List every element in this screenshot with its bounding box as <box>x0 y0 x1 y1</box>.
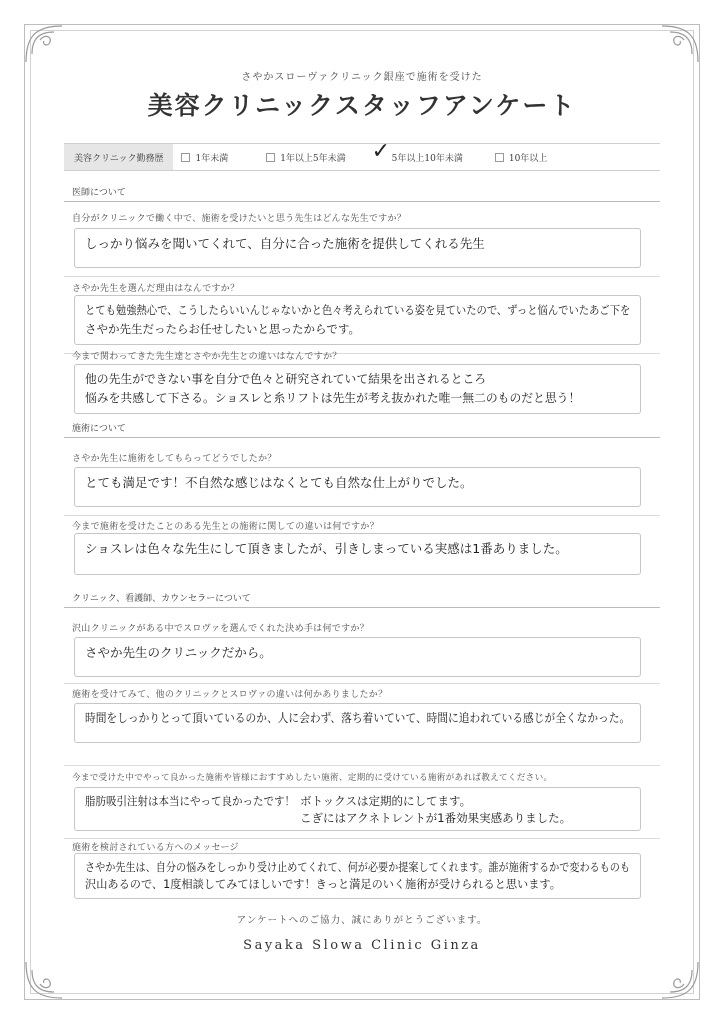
option-label: 1年未満 <box>195 153 229 164</box>
question-4: さやか先生に施術をしてもらってどうでしたか？ <box>72 454 277 464</box>
answer-line: さやか先生は、自分の悩みをしっかり受け止めてくれて、何が必要か提案してくれます。誰が施術するかで変わるものも <box>85 861 631 874</box>
section-clinic: クリニック、看護師、カウンセラーについて <box>64 590 660 608</box>
answer-line: さやか先生のクリニックだから。 <box>85 645 272 660</box>
answer-line: 沢山あるので、1度相談してみてほしいです！きっと満足のいく施術が受けられると思います。 <box>85 878 561 891</box>
section-doctor: 医師について <box>64 184 660 202</box>
answer-8 <box>74 787 641 831</box>
thanks-message: アンケートへのご協力、誠にありがとうございます。 <box>236 915 488 926</box>
divider <box>64 515 660 516</box>
answer-8-right <box>300 793 630 827</box>
answer-line: とても満足です！不自然な感じはなくとても自然な仕上がりでした。 <box>85 475 473 490</box>
question-8: 今まで受けた中でやって良かった施術や皆様におすすめしたい施術、定期的に受けている施術があれば教えてください。 <box>72 773 553 783</box>
answer-3 <box>74 364 641 414</box>
flourish-bottom-right-icon <box>656 956 702 1002</box>
divider <box>64 683 660 684</box>
answer-line: こぎにはアクネトレントが1番効果実感ありました。 <box>300 811 572 825</box>
check-mark-icon: ✓ <box>371 138 391 164</box>
experience-option-1[interactable] <box>181 151 228 164</box>
question-5: 今まで施術を受けたことのある先生との施術に関しての違いは何ですか？ <box>72 522 379 532</box>
answer-line: さやか先生だったらお任せしたいと思ったからです。 <box>85 322 360 336</box>
answer-line: しっかり悩みを聞いてくれて、自分に合った施術を提供してくれる先生 <box>85 236 485 251</box>
divider <box>64 838 660 839</box>
experience-option-4[interactable] <box>495 151 547 164</box>
question-9: 施術を検討されている方へのメッセージ <box>72 843 239 853</box>
answer-line: とても勉強熱心で、こうしたらいいんじゃないかと色々考えられている姿を見ていたので、ずっと悩んでいたあご下を <box>85 303 631 317</box>
subtitle: さやかスローヴァクリニック銀座で施術を受けた <box>241 72 483 83</box>
answer-2 <box>74 295 641 345</box>
answer-line: ボトックスは定期的にしてます。 <box>300 794 472 808</box>
answer-line: ショスレは色々な先生にして頂きましたが、引きしまっている実感は1番ありました。 <box>85 541 568 556</box>
option-label: 1年以上5年未満 <box>280 153 346 164</box>
answer-4 <box>74 467 641 507</box>
question-2: さやか先生を選んだ理由はなんですか？ <box>72 284 240 294</box>
checkbox-icon[interactable] <box>266 153 275 162</box>
answer-7 <box>74 703 641 743</box>
question-3: 今まで関わってきた先生達とさやか先生との違いはなんですか？ <box>72 352 342 362</box>
flourish-top-left-icon <box>22 22 68 68</box>
checkbox-icon[interactable] <box>181 153 190 162</box>
answer-line: 悩みを共感して下さる。ショスレと糸リフトは先生が考え抜かれた唯一無二のものだと思う！ <box>85 391 581 405</box>
answer-9 <box>74 853 641 899</box>
answer-line: 時間をしっかりとって頂いているのか、人に会わず、落ち着いていて、時間に追われている感じが全くなかった。 <box>85 711 631 725</box>
divider <box>64 276 660 277</box>
experience-option-3[interactable] <box>371 138 463 164</box>
experience-label: 美容クリニック勤務歴 <box>64 144 173 170</box>
question-7: 施術を受けてみて、他のクリニックとスロヴァの違いは何かありましたか？ <box>72 690 388 700</box>
question-1: 自分がクリニックで働く中で、施術を受けたいと思う先生はどんな先生ですか？ <box>72 214 407 224</box>
answer-line: 脂肪吸引注射は本当にやって良かったです！ <box>85 794 295 808</box>
checkbox-icon[interactable] <box>495 153 504 162</box>
section-treatment: 施術について <box>64 420 660 438</box>
answer-8-split <box>85 793 630 827</box>
experience-row <box>64 138 660 171</box>
answer-line: 他の先生ができない事を自分で色々と研究されていて結果を出されるところ <box>85 372 487 386</box>
answer-1 <box>74 228 641 268</box>
flourish-bottom-left-icon <box>22 956 68 1002</box>
divider <box>64 765 660 766</box>
page-title: 美容クリニックスタッフアンケート <box>147 91 577 120</box>
answer-8-left <box>85 793 300 827</box>
question-6: 沢山クリニックがある中でスロヴァを選んでくれた決め手は何ですか？ <box>72 624 369 634</box>
experience-option-2[interactable] <box>266 151 345 164</box>
option-label: 5年以上10年未満 <box>391 153 463 164</box>
answer-6 <box>74 637 641 677</box>
option-label: 10年以上 <box>508 153 548 164</box>
flourish-top-right-icon <box>656 22 702 68</box>
answer-5 <box>74 533 641 575</box>
brand-name: Sayaka Slowa Clinic Ginza <box>243 938 481 953</box>
